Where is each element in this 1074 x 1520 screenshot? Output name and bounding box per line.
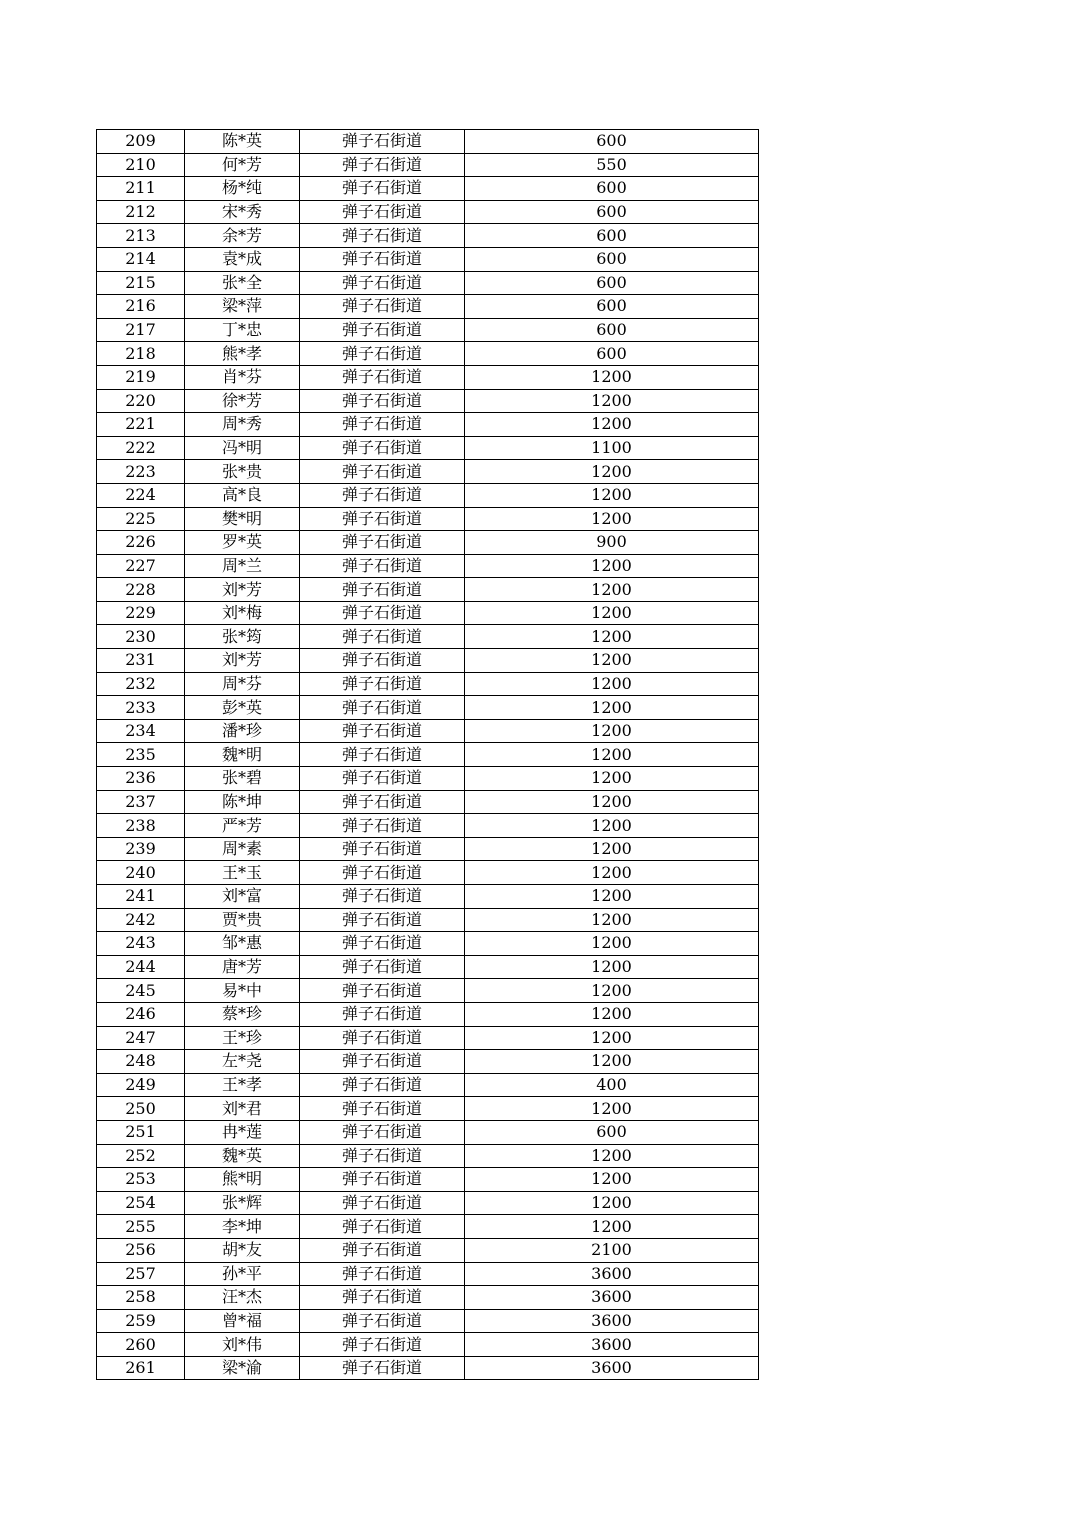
name-cell: 陈*英 bbox=[185, 130, 300, 154]
table-row bbox=[97, 979, 759, 1003]
street-cell: 弹子石街道 bbox=[300, 1356, 465, 1380]
amount-cell: 1200 bbox=[465, 790, 759, 814]
street-cell: 弹子石街道 bbox=[300, 885, 465, 909]
amount-cell: 600 bbox=[465, 342, 759, 366]
amount-cell: 1200 bbox=[465, 932, 759, 956]
name-cell: 罗*英 bbox=[185, 531, 300, 555]
table-row bbox=[97, 885, 759, 909]
row-number-cell: 228 bbox=[97, 578, 185, 602]
amount-cell: 1200 bbox=[465, 601, 759, 625]
name-cell: 冯*明 bbox=[185, 436, 300, 460]
row-number-cell: 229 bbox=[97, 601, 185, 625]
amount-cell: 1200 bbox=[465, 837, 759, 861]
name-cell: 张*辉 bbox=[185, 1191, 300, 1215]
amount-cell: 1200 bbox=[465, 955, 759, 979]
name-cell: 刘*芳 bbox=[185, 649, 300, 673]
name-cell: 潘*珍 bbox=[185, 719, 300, 743]
street-cell: 弹子石街道 bbox=[300, 767, 465, 791]
amount-cell: 600 bbox=[465, 271, 759, 295]
name-cell: 周*芬 bbox=[185, 672, 300, 696]
name-cell: 刘*芳 bbox=[185, 578, 300, 602]
row-number-cell: 232 bbox=[97, 672, 185, 696]
name-cell: 杨*纯 bbox=[185, 177, 300, 201]
street-cell: 弹子石街道 bbox=[300, 342, 465, 366]
row-number-cell: 225 bbox=[97, 507, 185, 531]
data-table bbox=[96, 129, 759, 1380]
row-number-cell: 250 bbox=[97, 1097, 185, 1121]
name-cell: 周*兰 bbox=[185, 554, 300, 578]
amount-cell: 1200 bbox=[465, 719, 759, 743]
table-row bbox=[97, 649, 759, 673]
table-row bbox=[97, 1073, 759, 1097]
name-cell: 张*碧 bbox=[185, 767, 300, 791]
name-cell: 张*贵 bbox=[185, 460, 300, 484]
name-cell: 曾*福 bbox=[185, 1309, 300, 1333]
amount-cell: 3600 bbox=[465, 1356, 759, 1380]
street-cell: 弹子石街道 bbox=[300, 1120, 465, 1144]
name-cell: 周*素 bbox=[185, 837, 300, 861]
row-number-cell: 223 bbox=[97, 460, 185, 484]
street-cell: 弹子石街道 bbox=[300, 460, 465, 484]
street-cell: 弹子石街道 bbox=[300, 200, 465, 224]
name-cell: 孙*平 bbox=[185, 1262, 300, 1286]
amount-cell: 1200 bbox=[465, 1191, 759, 1215]
row-number-cell: 245 bbox=[97, 979, 185, 1003]
amount-cell: 600 bbox=[465, 247, 759, 271]
street-cell: 弹子石街道 bbox=[300, 507, 465, 531]
row-number-cell: 212 bbox=[97, 200, 185, 224]
name-cell: 刘*富 bbox=[185, 885, 300, 909]
amount-cell: 1200 bbox=[465, 1144, 759, 1168]
row-number-cell: 261 bbox=[97, 1356, 185, 1380]
row-number-cell: 246 bbox=[97, 1002, 185, 1026]
name-cell: 梁*渝 bbox=[185, 1356, 300, 1380]
amount-cell: 600 bbox=[465, 130, 759, 154]
table-row bbox=[97, 554, 759, 578]
row-number-cell: 214 bbox=[97, 247, 185, 271]
table-row bbox=[97, 601, 759, 625]
table-row bbox=[97, 200, 759, 224]
table-row bbox=[97, 1262, 759, 1286]
street-cell: 弹子石街道 bbox=[300, 153, 465, 177]
amount-cell: 3600 bbox=[465, 1262, 759, 1286]
table-row bbox=[97, 153, 759, 177]
table-row bbox=[97, 436, 759, 460]
name-cell: 陈*坤 bbox=[185, 790, 300, 814]
street-cell: 弹子石街道 bbox=[300, 1002, 465, 1026]
row-number-cell: 260 bbox=[97, 1333, 185, 1357]
amount-cell: 1200 bbox=[465, 578, 759, 602]
row-number-cell: 252 bbox=[97, 1144, 185, 1168]
street-cell: 弹子石街道 bbox=[300, 814, 465, 838]
amount-cell: 1200 bbox=[465, 696, 759, 720]
street-cell: 弹子石街道 bbox=[300, 531, 465, 555]
row-number-cell: 219 bbox=[97, 365, 185, 389]
amount-cell: 1200 bbox=[465, 1097, 759, 1121]
row-number-cell: 211 bbox=[97, 177, 185, 201]
name-cell: 丁*忠 bbox=[185, 318, 300, 342]
street-cell: 弹子石街道 bbox=[300, 837, 465, 861]
street-cell: 弹子石街道 bbox=[300, 1262, 465, 1286]
table-row bbox=[97, 1309, 759, 1333]
name-cell: 王*孝 bbox=[185, 1073, 300, 1097]
row-number-cell: 239 bbox=[97, 837, 185, 861]
table-row bbox=[97, 625, 759, 649]
table-row bbox=[97, 1120, 759, 1144]
name-cell: 宋*秀 bbox=[185, 200, 300, 224]
table-row bbox=[97, 696, 759, 720]
row-number-cell: 255 bbox=[97, 1215, 185, 1239]
table-row bbox=[97, 1215, 759, 1239]
row-number-cell: 220 bbox=[97, 389, 185, 413]
street-cell: 弹子石街道 bbox=[300, 365, 465, 389]
name-cell: 胡*友 bbox=[185, 1238, 300, 1262]
table-body bbox=[97, 130, 759, 1380]
row-number-cell: 236 bbox=[97, 767, 185, 791]
row-number-cell: 243 bbox=[97, 932, 185, 956]
row-number-cell: 215 bbox=[97, 271, 185, 295]
row-number-cell: 218 bbox=[97, 342, 185, 366]
street-cell: 弹子石街道 bbox=[300, 1097, 465, 1121]
table-row bbox=[97, 1050, 759, 1074]
name-cell: 梁*萍 bbox=[185, 295, 300, 319]
table-row bbox=[97, 342, 759, 366]
street-cell: 弹子石街道 bbox=[300, 1073, 465, 1097]
amount-cell: 900 bbox=[465, 531, 759, 555]
name-cell: 魏*明 bbox=[185, 743, 300, 767]
row-number-cell: 242 bbox=[97, 908, 185, 932]
amount-cell: 1200 bbox=[465, 672, 759, 696]
amount-cell: 3600 bbox=[465, 1286, 759, 1310]
table-row bbox=[97, 1286, 759, 1310]
amount-cell: 600 bbox=[465, 200, 759, 224]
street-cell: 弹子石街道 bbox=[300, 578, 465, 602]
name-cell: 王*玉 bbox=[185, 861, 300, 885]
name-cell: 蔡*珍 bbox=[185, 1002, 300, 1026]
name-cell: 周*秀 bbox=[185, 413, 300, 437]
street-cell: 弹子石街道 bbox=[300, 932, 465, 956]
name-cell: 张*筠 bbox=[185, 625, 300, 649]
street-cell: 弹子石街道 bbox=[300, 177, 465, 201]
name-cell: 汪*杰 bbox=[185, 1286, 300, 1310]
table-row bbox=[97, 177, 759, 201]
table-row bbox=[97, 389, 759, 413]
amount-cell: 1200 bbox=[465, 649, 759, 673]
name-cell: 李*坤 bbox=[185, 1215, 300, 1239]
amount-cell: 1100 bbox=[465, 436, 759, 460]
table-row bbox=[97, 130, 759, 154]
name-cell: 彭*英 bbox=[185, 696, 300, 720]
name-cell: 刘*梅 bbox=[185, 601, 300, 625]
name-cell: 易*中 bbox=[185, 979, 300, 1003]
row-number-cell: 224 bbox=[97, 483, 185, 507]
name-cell: 刘*君 bbox=[185, 1097, 300, 1121]
name-cell: 熊*孝 bbox=[185, 342, 300, 366]
table-row bbox=[97, 247, 759, 271]
name-cell: 徐*芳 bbox=[185, 389, 300, 413]
table-row bbox=[97, 271, 759, 295]
row-number-cell: 257 bbox=[97, 1262, 185, 1286]
name-cell: 余*芳 bbox=[185, 224, 300, 248]
street-cell: 弹子石街道 bbox=[300, 1026, 465, 1050]
name-cell: 王*珍 bbox=[185, 1026, 300, 1050]
row-number-cell: 231 bbox=[97, 649, 185, 673]
table-row bbox=[97, 531, 759, 555]
name-cell: 张*全 bbox=[185, 271, 300, 295]
name-cell: 邹*惠 bbox=[185, 932, 300, 956]
name-cell: 刘*伟 bbox=[185, 1333, 300, 1357]
name-cell: 樊*明 bbox=[185, 507, 300, 531]
row-number-cell: 222 bbox=[97, 436, 185, 460]
street-cell: 弹子石街道 bbox=[300, 1191, 465, 1215]
street-cell: 弹子石街道 bbox=[300, 861, 465, 885]
row-number-cell: 256 bbox=[97, 1238, 185, 1262]
table-row bbox=[97, 955, 759, 979]
name-cell: 熊*明 bbox=[185, 1168, 300, 1192]
street-cell: 弹子石街道 bbox=[300, 295, 465, 319]
amount-cell: 1200 bbox=[465, 1050, 759, 1074]
amount-cell: 550 bbox=[465, 153, 759, 177]
row-number-cell: 253 bbox=[97, 1168, 185, 1192]
street-cell: 弹子石街道 bbox=[300, 130, 465, 154]
table-row bbox=[97, 837, 759, 861]
table-row bbox=[97, 1002, 759, 1026]
table-row bbox=[97, 1191, 759, 1215]
table-row bbox=[97, 224, 759, 248]
name-cell: 唐*芳 bbox=[185, 955, 300, 979]
row-number-cell: 213 bbox=[97, 224, 185, 248]
row-number-cell: 249 bbox=[97, 1073, 185, 1097]
row-number-cell: 254 bbox=[97, 1191, 185, 1215]
amount-cell: 1200 bbox=[465, 460, 759, 484]
name-cell: 肖*芬 bbox=[185, 365, 300, 389]
table-row bbox=[97, 1238, 759, 1262]
street-cell: 弹子石街道 bbox=[300, 625, 465, 649]
row-number-cell: 226 bbox=[97, 531, 185, 555]
amount-cell: 600 bbox=[465, 224, 759, 248]
row-number-cell: 209 bbox=[97, 130, 185, 154]
amount-cell: 1200 bbox=[465, 908, 759, 932]
name-cell: 何*芳 bbox=[185, 153, 300, 177]
table-row bbox=[97, 861, 759, 885]
name-cell: 魏*英 bbox=[185, 1144, 300, 1168]
street-cell: 弹子石街道 bbox=[300, 271, 465, 295]
amount-cell: 1200 bbox=[465, 1168, 759, 1192]
amount-cell: 600 bbox=[465, 295, 759, 319]
row-number-cell: 259 bbox=[97, 1309, 185, 1333]
amount-cell: 1200 bbox=[465, 885, 759, 909]
street-cell: 弹子石街道 bbox=[300, 436, 465, 460]
row-number-cell: 230 bbox=[97, 625, 185, 649]
street-cell: 弹子石街道 bbox=[300, 719, 465, 743]
street-cell: 弹子石街道 bbox=[300, 601, 465, 625]
row-number-cell: 258 bbox=[97, 1286, 185, 1310]
street-cell: 弹子石街道 bbox=[300, 649, 465, 673]
amount-cell: 1200 bbox=[465, 554, 759, 578]
row-number-cell: 240 bbox=[97, 861, 185, 885]
street-cell: 弹子石街道 bbox=[300, 318, 465, 342]
street-cell: 弹子石街道 bbox=[300, 1309, 465, 1333]
street-cell: 弹子石街道 bbox=[300, 955, 465, 979]
table-row bbox=[97, 1356, 759, 1380]
table-row bbox=[97, 719, 759, 743]
street-cell: 弹子石街道 bbox=[300, 1168, 465, 1192]
row-number-cell: 221 bbox=[97, 413, 185, 437]
street-cell: 弹子石街道 bbox=[300, 790, 465, 814]
table-row bbox=[97, 1144, 759, 1168]
name-cell: 贾*贵 bbox=[185, 908, 300, 932]
amount-cell: 2100 bbox=[465, 1238, 759, 1262]
row-number-cell: 233 bbox=[97, 696, 185, 720]
table-row bbox=[97, 743, 759, 767]
table-row bbox=[97, 814, 759, 838]
amount-cell: 1200 bbox=[465, 365, 759, 389]
street-cell: 弹子石街道 bbox=[300, 483, 465, 507]
amount-cell: 1200 bbox=[465, 1215, 759, 1239]
row-number-cell: 238 bbox=[97, 814, 185, 838]
table-row bbox=[97, 932, 759, 956]
row-number-cell: 251 bbox=[97, 1120, 185, 1144]
amount-cell: 3600 bbox=[465, 1309, 759, 1333]
amount-cell: 1200 bbox=[465, 413, 759, 437]
amount-cell: 1200 bbox=[465, 743, 759, 767]
table-row bbox=[97, 1333, 759, 1357]
street-cell: 弹子石街道 bbox=[300, 247, 465, 271]
table-row bbox=[97, 767, 759, 791]
table-row bbox=[97, 1026, 759, 1050]
amount-cell: 1200 bbox=[465, 389, 759, 413]
street-cell: 弹子石街道 bbox=[300, 743, 465, 767]
row-number-cell: 210 bbox=[97, 153, 185, 177]
street-cell: 弹子石街道 bbox=[300, 554, 465, 578]
name-cell: 左*尧 bbox=[185, 1050, 300, 1074]
street-cell: 弹子石街道 bbox=[300, 1286, 465, 1310]
name-cell: 袁*成 bbox=[185, 247, 300, 271]
row-number-cell: 227 bbox=[97, 554, 185, 578]
table-row bbox=[97, 460, 759, 484]
amount-cell: 1200 bbox=[465, 625, 759, 649]
street-cell: 弹子石街道 bbox=[300, 413, 465, 437]
street-cell: 弹子石街道 bbox=[300, 1333, 465, 1357]
street-cell: 弹子石街道 bbox=[300, 389, 465, 413]
table-row bbox=[97, 672, 759, 696]
row-number-cell: 241 bbox=[97, 885, 185, 909]
street-cell: 弹子石街道 bbox=[300, 672, 465, 696]
row-number-cell: 235 bbox=[97, 743, 185, 767]
row-number-cell: 237 bbox=[97, 790, 185, 814]
street-cell: 弹子石街道 bbox=[300, 908, 465, 932]
row-number-cell: 244 bbox=[97, 955, 185, 979]
street-cell: 弹子石街道 bbox=[300, 696, 465, 720]
street-cell: 弹子石街道 bbox=[300, 224, 465, 248]
name-cell: 冉*莲 bbox=[185, 1120, 300, 1144]
amount-cell: 1200 bbox=[465, 814, 759, 838]
amount-cell: 3600 bbox=[465, 1333, 759, 1357]
amount-cell: 1200 bbox=[465, 1026, 759, 1050]
amount-cell: 1200 bbox=[465, 507, 759, 531]
amount-cell: 600 bbox=[465, 1120, 759, 1144]
table-row bbox=[97, 483, 759, 507]
row-number-cell: 234 bbox=[97, 719, 185, 743]
amount-cell: 1200 bbox=[465, 483, 759, 507]
table-row bbox=[97, 318, 759, 342]
table-row bbox=[97, 1097, 759, 1121]
street-cell: 弹子石街道 bbox=[300, 1238, 465, 1262]
amount-cell: 400 bbox=[465, 1073, 759, 1097]
row-number-cell: 216 bbox=[97, 295, 185, 319]
street-cell: 弹子石街道 bbox=[300, 1215, 465, 1239]
amount-cell: 1200 bbox=[465, 1002, 759, 1026]
row-number-cell: 217 bbox=[97, 318, 185, 342]
table-row bbox=[97, 908, 759, 932]
amount-cell: 1200 bbox=[465, 767, 759, 791]
table-row bbox=[97, 295, 759, 319]
table-row bbox=[97, 507, 759, 531]
street-cell: 弹子石街道 bbox=[300, 1144, 465, 1168]
amount-cell: 1200 bbox=[465, 979, 759, 1003]
amount-cell: 600 bbox=[465, 177, 759, 201]
name-cell: 高*良 bbox=[185, 483, 300, 507]
amount-cell: 600 bbox=[465, 318, 759, 342]
table-row bbox=[97, 790, 759, 814]
table-row bbox=[97, 365, 759, 389]
row-number-cell: 247 bbox=[97, 1026, 185, 1050]
table-row bbox=[97, 578, 759, 602]
amount-cell: 1200 bbox=[465, 861, 759, 885]
row-number-cell: 248 bbox=[97, 1050, 185, 1074]
street-cell: 弹子石街道 bbox=[300, 1050, 465, 1074]
table-row bbox=[97, 413, 759, 437]
table-row bbox=[97, 1168, 759, 1192]
name-cell: 严*芳 bbox=[185, 814, 300, 838]
street-cell: 弹子石街道 bbox=[300, 979, 465, 1003]
